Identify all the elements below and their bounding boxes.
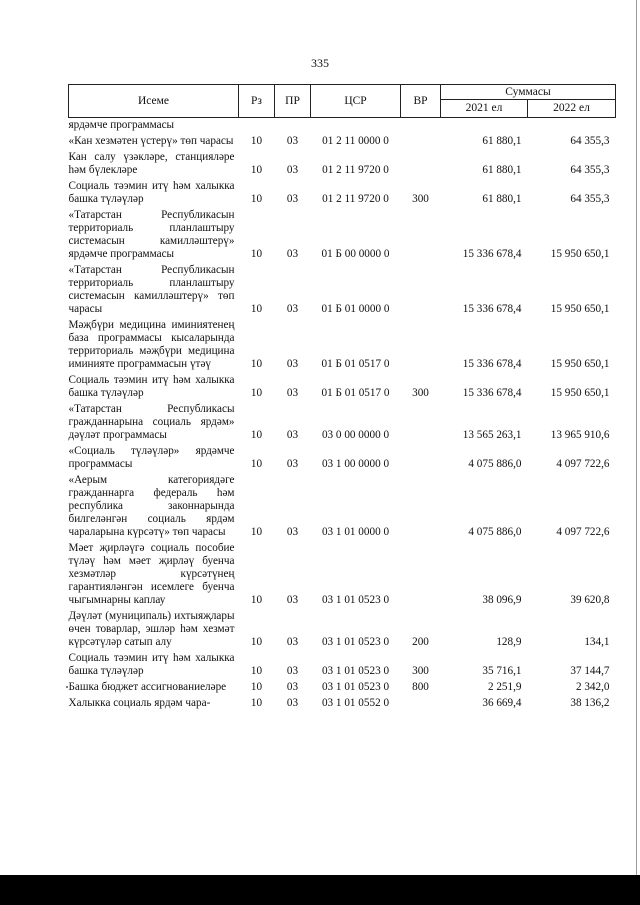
row-rz: 10 [250,526,263,538]
row-rz: 10 [250,387,263,399]
row-pr: 03 [286,358,299,370]
row-sum-2022: 64 355,3 [570,135,610,147]
row-csr: 01 Б 01 0517 0 [321,387,390,399]
row-pr: 03 [286,164,299,176]
page-number: 335 [311,56,329,70]
row-rz: 10 [250,193,263,205]
row-pr: 03 [286,303,299,315]
row-pr: 03 [286,458,299,470]
row-rz: 10 [250,636,263,648]
row-sum-2021: 35 716,1 [482,665,522,677]
row-vr [401,263,441,318]
header-vr: ВР [401,85,441,118]
row-vr: 800 [412,681,429,693]
table-row [69,208,616,263]
row-csr: 03 1 01 0523 0 [321,681,390,693]
row-sum-2022: 64 355,3 [570,193,610,205]
row-sum-2022 [528,118,616,135]
row-vr [401,402,441,444]
row-name: Дәүләт (муниципаль) ихтыяҗлары өчен товарлар, эшләр һәм хезмәт күрсәтүләр сатып алу [68,610,235,648]
row-rz: 10 [250,135,263,147]
row-csr: 03 1 01 0000 0 [321,526,390,538]
row-name: «Социаль түләүләр» ярдәмче программасы [68,445,235,470]
header-name: Исеме [69,85,239,118]
row-rz: 10 [250,303,263,315]
row-csr: 01 2 11 9720 0 [322,193,389,205]
table-row [69,680,616,696]
row-rz: 10 [250,594,263,606]
row-rz: 10 [250,358,263,370]
row-csr: 03 1 01 0523 0 [321,594,390,606]
row-csr: 03 1 01 0523 0 [321,665,390,677]
row-vr [401,134,441,150]
row-sum-2021: 2 251,9 [487,681,522,693]
table-row [69,541,616,609]
row-name: Башка бюджет ассигнованиеләре [68,681,227,693]
table-row [69,263,616,318]
row-pr: 03 [286,594,299,606]
row-name: Социаль тәэмин итү һәм халыкка башка түләүләр [68,374,235,399]
row-vr [401,444,441,473]
scan-bottom-bar [0,875,640,905]
row-rz: 10 [250,164,263,176]
row-pr [275,118,311,135]
row-name: Халыкка социаль ярдәм чара- [68,697,211,709]
row-sum-2021: 61 880,1 [482,135,522,147]
row-csr: 03 1 01 0523 0 [321,636,390,648]
table-row [69,651,616,680]
row-sum-2021: 61 880,1 [482,164,522,176]
row-sum-2022: 4 097 722,6 [556,458,610,470]
table-row [69,118,616,135]
row-vr [401,541,441,609]
row-sum-2022: 39 620,8 [570,594,610,606]
table-row [69,134,616,150]
row-rz [239,118,275,135]
row-sum-2021: 15 336 678,4 [462,303,522,315]
row-name: ярдәмче программасы [68,119,175,131]
row-sum-2022: 4 097 722,6 [556,526,610,538]
table-row [69,473,616,541]
row-pr: 03 [286,248,299,260]
row-csr: 01 2 11 9720 0 [322,164,389,176]
row-vr: 200 [412,636,429,648]
row-name: Кан салу үзәкләре, станцияләре һәм бүлекләре [68,151,235,176]
row-csr: 01 Б 00 0000 0 [321,248,390,260]
row-sum-2022: 15 950 650,1 [550,248,610,260]
header-year-2021: 2021 ел [441,100,528,118]
row-vr: 300 [412,193,429,205]
scan-edge-line [636,0,637,875]
row-name: Мәҗбүри медицина иминиятенең база программасы кысаларында территориаль мәҗбүри медицина иминияте программасын үтәү [68,319,235,370]
row-vr [401,208,441,263]
row-sum-2022: 2 342,0 [575,681,610,693]
table-row [69,150,616,179]
table-row [69,609,616,651]
row-sum-2022: 15 950 650,1 [550,358,610,370]
row-rz: 10 [250,248,263,260]
row-vr [401,318,441,373]
row-sum-2022: 13 965 910,6 [550,429,610,441]
row-csr: 01 Б 01 0000 0 [321,303,390,315]
row-vr [401,150,441,179]
header-rz: Рз [239,85,275,118]
row-sum-2021: 4 075 886,0 [468,458,522,470]
table-row [69,402,616,444]
row-pr: 03 [286,697,299,709]
row-pr: 03 [286,636,299,648]
row-sum-2022: 37 144,7 [570,665,610,677]
row-sum-2021: 36 669,4 [482,697,522,709]
row-pr: 03 [286,429,299,441]
row-sum-2021: 13 565 263,1 [462,429,522,441]
header-pr: ПР [275,85,311,118]
row-vr: 300 [412,387,429,399]
row-csr: 03 1 01 0552 0 [321,697,390,709]
table-row [69,179,616,208]
row-pr: 03 [286,387,299,399]
row-rz: 10 [250,458,263,470]
row-csr: 03 1 00 0000 0 [321,458,390,470]
row-pr: 03 [286,665,299,677]
row-pr: 03 [286,681,299,693]
row-sum-2021: 38 096,9 [482,594,522,606]
header-csr: ЦСР [311,85,401,118]
row-vr [401,696,441,712]
row-sum-2021: 128,9 [496,636,522,648]
row-csr: 03 0 00 0000 0 [321,429,390,441]
table-row [69,373,616,402]
row-csr: 01 2 11 0000 0 [322,135,389,147]
row-sum-2021: 61 880,1 [482,193,522,205]
row-sum-2021: 15 336 678,4 [462,358,522,370]
table-row [69,696,616,712]
row-name: «Татарстан Республикасын территориаль планлаштыру системасын камилләштерү» төп чарасы [68,264,235,315]
row-sum-2021 [441,118,528,135]
row-csr: 01 Б 01 0517 0 [321,358,390,370]
row-name: «Кан хезмәтен үстерү» төп чарасы [68,135,234,147]
row-vr: 300 [412,665,429,677]
row-name: Мәет җирләүгә социаль пособие түләү һәм мәет җирләү буенча хезмәтләр күрсәтүнең гарантияләнгән исемлеге буенча чыгымнарны каплау [68,542,235,606]
row-name: «Татарстан Республикасын территориаль планлаштыру системасын камилләштерү» ярдәмче программасы [68,209,235,260]
row-name: Социаль тәэмин итү һәм халыкка башка түләүләр [68,180,235,205]
row-sum-2022: 15 950 650,1 [550,303,610,315]
row-sum-2021: 15 336 678,4 [462,248,522,260]
row-pr: 03 [286,526,299,538]
row-sum-2021: 15 336 678,4 [462,387,522,399]
row-pr: 03 [286,193,299,205]
row-pr: 03 [286,135,299,147]
row-name: «Татарстан Республикасы гражданнарына социаль ярдәм» дәүләт программасы [68,403,235,441]
row-sum-2022: 64 355,3 [570,164,610,176]
row-name: Социаль тәэмин итү һәм халыкка башка түләүләр [68,652,235,677]
row-vr [401,118,441,135]
table-row [69,444,616,473]
row-rz: 10 [250,681,263,693]
row-sum-2022: 15 950 650,1 [550,387,610,399]
row-rz: 10 [250,665,263,677]
header-sums: Суммасы [441,85,616,100]
row-name: «Аерым категориядәге гражданнарга федераль һәм республика законнарында билгеләнгән социаль ярдәм чараларына күрсәтү» төп чарасы [68,474,235,538]
row-sum-2022: 38 136,2 [570,697,610,709]
budget-table [68,84,616,712]
header-year-2022: 2022 ел [528,100,616,118]
row-vr [401,473,441,541]
table-header [69,85,616,118]
row-sum-2021: 4 075 886,0 [468,526,522,538]
table-row [69,318,616,373]
row-rz: 10 [250,429,263,441]
table-body [69,118,616,713]
row-rz: 10 [250,697,263,709]
row-csr [311,118,401,135]
row-sum-2022: 134,1 [584,636,610,648]
